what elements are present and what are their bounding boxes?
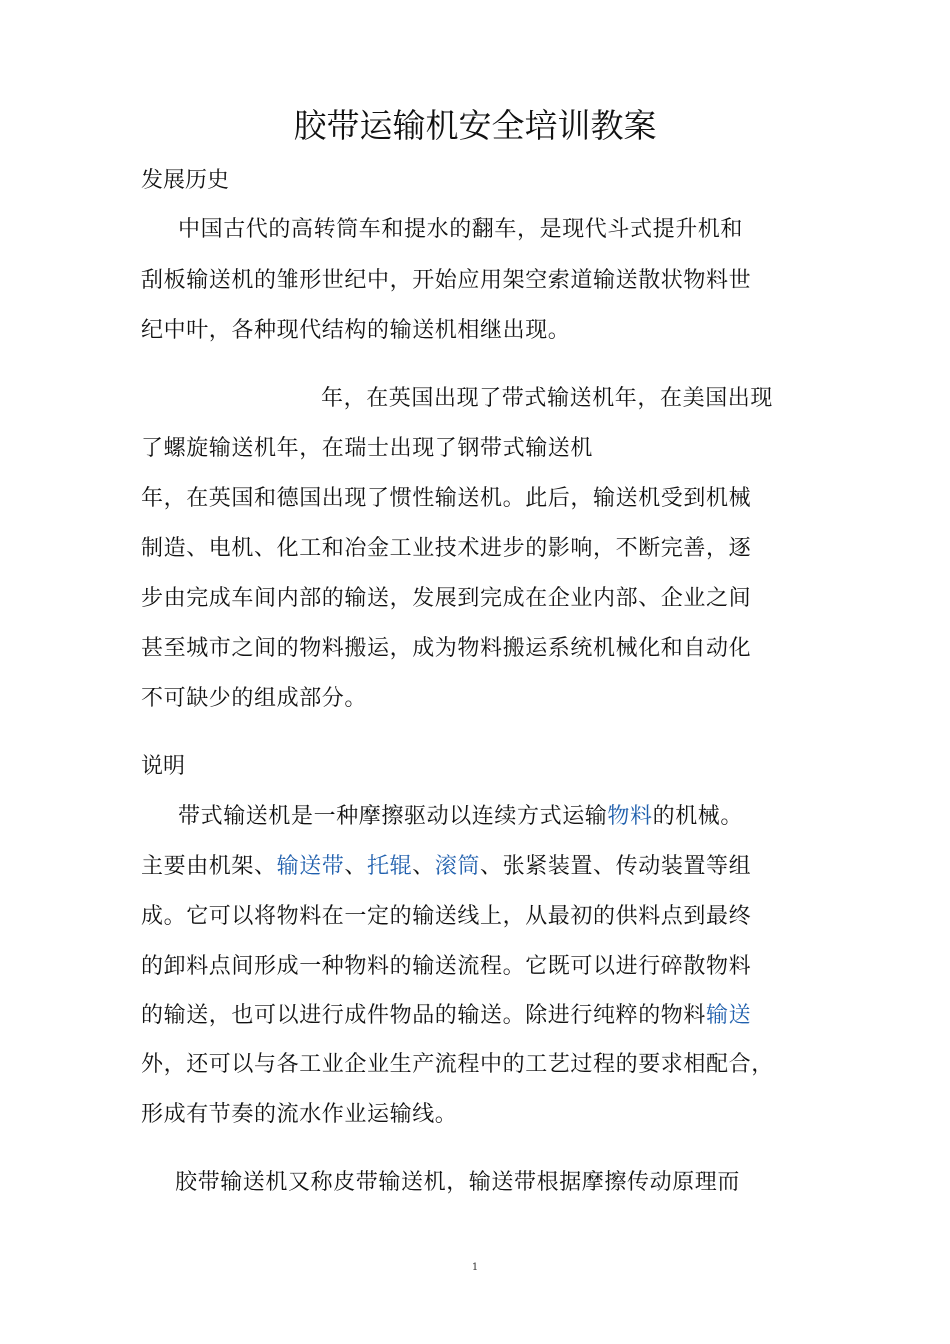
history-para1-line2: 刮板输送机的雏形世纪中，开始应用架空索道输送散状物料世 bbox=[141, 268, 752, 293]
history-para1-line3: 纪中叶，各种现代结构的输送机相继出现。 bbox=[141, 318, 571, 343]
history-para2-line3: 年，在英国和德国出现了惯性输送机。此后，输送机受到机械 bbox=[141, 486, 752, 511]
description-line1-text-b: 的机械。 bbox=[652, 804, 744, 829]
description-line2-text-a: 主要由机架、 bbox=[141, 854, 277, 879]
section-heading-history: 发展历史 bbox=[141, 168, 230, 193]
description-line1-text-a: 带式输送机是一种摩擦驱动以连续方式运输 bbox=[178, 804, 608, 829]
document-title: 胶带运输机安全培训教案 bbox=[293, 106, 657, 145]
description-para2-line1: 胶带输送机又称皮带输送机，输送带根据摩擦传动原理而 bbox=[175, 1170, 741, 1195]
description-line4: 的卸料点间形成一种物料的输送流程。它既可以进行碎散物料 bbox=[141, 954, 752, 979]
history-para2-line6: 甚至城市之间的物料搬运，成为物料搬运系统机械化和自动化 bbox=[141, 636, 752, 661]
link-conveyor-belt[interactable]: 输送带 bbox=[276, 854, 345, 879]
description-line5-text-a: 的输送，也可以进行成件物品的输送。除进行纯粹的物料 bbox=[141, 1003, 707, 1028]
description-line2-sep2: 、 bbox=[412, 854, 435, 879]
link-material[interactable]: 物料 bbox=[607, 804, 653, 829]
description-line5 bbox=[141, 1001, 751, 1031]
description-line2 bbox=[141, 852, 751, 882]
section-heading-description: 说明 bbox=[141, 754, 186, 779]
description-line2-sep1: 、 bbox=[344, 854, 368, 879]
description-line2-text-b: 、张紧装置、传动装置等组 bbox=[480, 854, 752, 879]
description-line1 bbox=[178, 802, 743, 832]
description-line6: 外，还可以与各工业企业生产流程中的工艺过程的要求相配合， bbox=[141, 1052, 774, 1077]
link-transport[interactable]: 输送 bbox=[706, 1003, 752, 1028]
history-para2-line5: 步由完成车间内部的输送，发展到完成在企业内部、企业之间 bbox=[141, 586, 752, 611]
history-para2-line2: 了螺旋输送机年，在瑞士出现了钢带式输送机 bbox=[141, 436, 594, 461]
link-drum[interactable]: 滚筒 bbox=[434, 854, 481, 879]
history-para2-line7: 不可缺少的组成部分。 bbox=[141, 686, 368, 711]
description-line3: 成。它可以将物料在一定的输送线上，从最初的供料点到最终 bbox=[141, 904, 752, 929]
history-para2-line4: 制造、电机、化工和冶金工业技术进步的影响，不断完善，逐 bbox=[141, 536, 752, 561]
description-line7: 形成有节奏的流水作业运输线。 bbox=[141, 1102, 458, 1127]
link-idler[interactable]: 托辊 bbox=[367, 854, 413, 879]
history-para2-line1: 年，在英国出现了带式输送机年，在美国出现 bbox=[321, 386, 774, 411]
history-para1-line1: 中国古代的高转筒车和提水的翻车，是现代斗式提升机和 bbox=[178, 217, 744, 242]
page-number: 1 bbox=[471, 1262, 479, 1273]
